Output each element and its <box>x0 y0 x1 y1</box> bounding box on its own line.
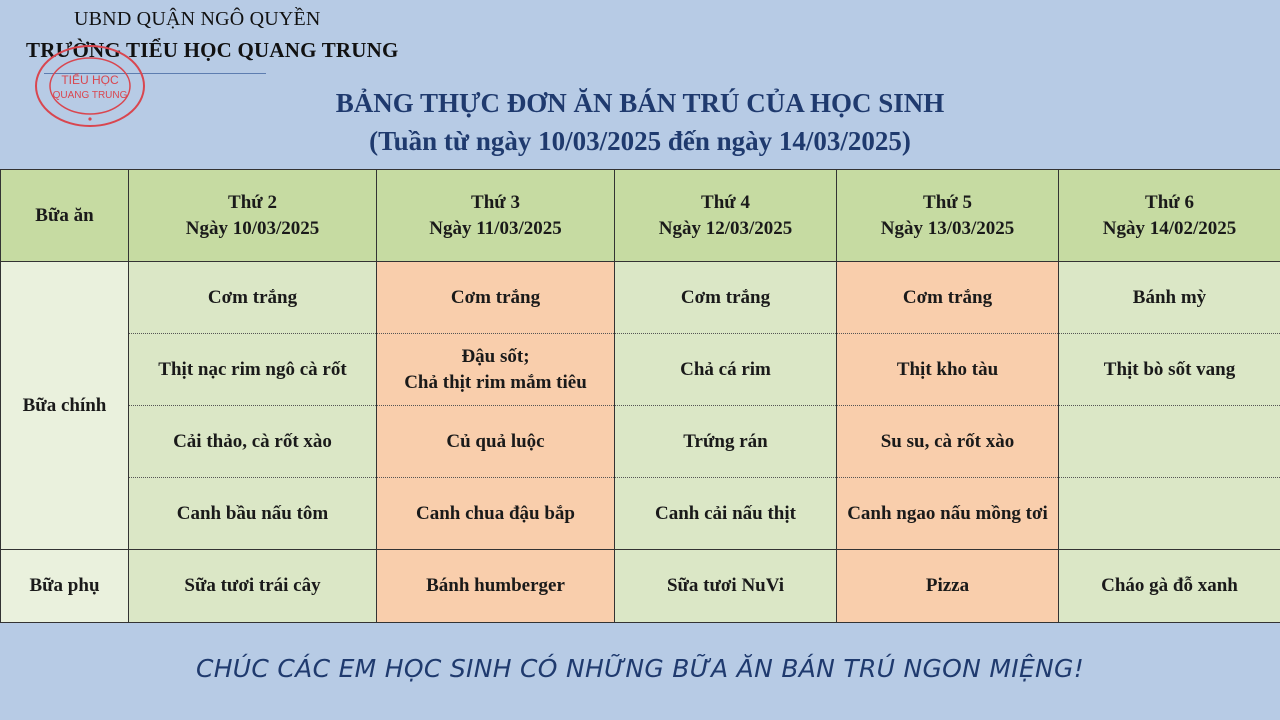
day-date: Ngày 14/02/2025 <box>1102 217 1237 239</box>
footer-message: CHÚC CÁC EM HỌC SINH CÓ NHỮNG BỮA ĂN BÁN TRÚ NGON MIỆNG! <box>195 654 1085 683</box>
main-meal-label: Bữa chính <box>1 262 129 550</box>
day-header-mon <box>129 170 377 262</box>
menu-cell: Canh cải nấu thịt <box>615 478 837 550</box>
menu-cell: Bánh humberger <box>377 550 615 623</box>
day-header-thu <box>837 170 1059 262</box>
school-name: TRƯỜNG TIỂU HỌC QUANG TRUNG <box>26 38 399 62</box>
table-row <box>1 478 1280 550</box>
menu-cell: Cơm trắng <box>837 262 1059 334</box>
menu-cell: Canh ngao nấu mồng tơi <box>837 478 1059 550</box>
menu-cell: Su su, cà rốt xào <box>837 406 1059 478</box>
menu-cell <box>377 334 615 406</box>
day-name: Thứ 6 <box>1145 191 1194 213</box>
table-row <box>1 406 1280 478</box>
day-header-tue <box>377 170 615 262</box>
menu-cell: Cơm trắng <box>129 262 377 334</box>
menu-cell <box>1059 406 1280 478</box>
table-header-row <box>1 170 1280 262</box>
page-subtitle: (Tuần từ ngày 10/03/2025 đến ngày 14/03/2025) <box>369 126 911 156</box>
menu-cell: Sữa tươi NuVi <box>615 550 837 623</box>
table-row <box>1 262 1280 334</box>
organization-name: UBND QUẬN NGÔ QUYỀN <box>74 8 321 30</box>
menu-cell: Bánh mỳ <box>1059 262 1280 334</box>
day-date: Ngày 13/03/2025 <box>880 217 1015 239</box>
menu-cell: Pizza <box>837 550 1059 623</box>
menu-cell: Chả cá rim <box>615 334 837 406</box>
day-name: Thứ 2 <box>228 191 277 213</box>
document-header <box>0 0 1280 170</box>
menu-cell: Cải thảo, cà rốt xào <box>129 406 377 478</box>
menu-cell: Sữa tươi trái cây <box>129 550 377 623</box>
menu-table <box>0 169 1280 623</box>
meal-column-header: Bữa ăn <box>1 170 129 262</box>
menu-cell: Canh chua đậu bắp <box>377 478 615 550</box>
day-date: Ngày 12/03/2025 <box>658 217 793 239</box>
menu-cell-line: Chả thịt rim mắm tiêu <box>404 371 587 393</box>
menu-cell: Củ quả luộc <box>377 406 615 478</box>
day-header-fri <box>1059 170 1280 262</box>
stamp-line1: TIỂU HỌC <box>61 73 119 87</box>
menu-cell: Cơm trắng <box>377 262 615 334</box>
menu-cell <box>1059 478 1280 550</box>
menu-cell: Cháo gà đỗ xanh <box>1059 550 1280 623</box>
menu-cell: Thịt bò sốt vang <box>1059 334 1280 406</box>
stamp-line2: QUANG TRUNG <box>52 90 128 101</box>
day-name: Thứ 4 <box>701 191 750 213</box>
menu-cell: Canh bầu nấu tôm <box>129 478 377 550</box>
day-date: Ngày 11/03/2025 <box>429 217 562 239</box>
day-name: Thứ 5 <box>923 191 972 213</box>
table-row <box>1 550 1280 623</box>
snack-meal-label: Bữa phụ <box>1 550 129 623</box>
menu-cell: Thịt kho tàu <box>837 334 1059 406</box>
table-row <box>1 334 1280 406</box>
menu-cell: Thịt nạc rim ngô cà rốt <box>129 334 377 406</box>
menu-cell: Cơm trắng <box>615 262 837 334</box>
menu-cell: Trứng rán <box>615 406 837 478</box>
day-name: Thứ 3 <box>471 191 520 213</box>
page-title: BẢNG THỰC ĐƠN ĂN BÁN TRÚ CỦA HỌC SINH <box>335 88 945 118</box>
menu-cell-line: Đậu sốt; <box>461 345 530 367</box>
day-header-wed <box>615 170 837 262</box>
day-date: Ngày 10/03/2025 <box>185 217 320 239</box>
